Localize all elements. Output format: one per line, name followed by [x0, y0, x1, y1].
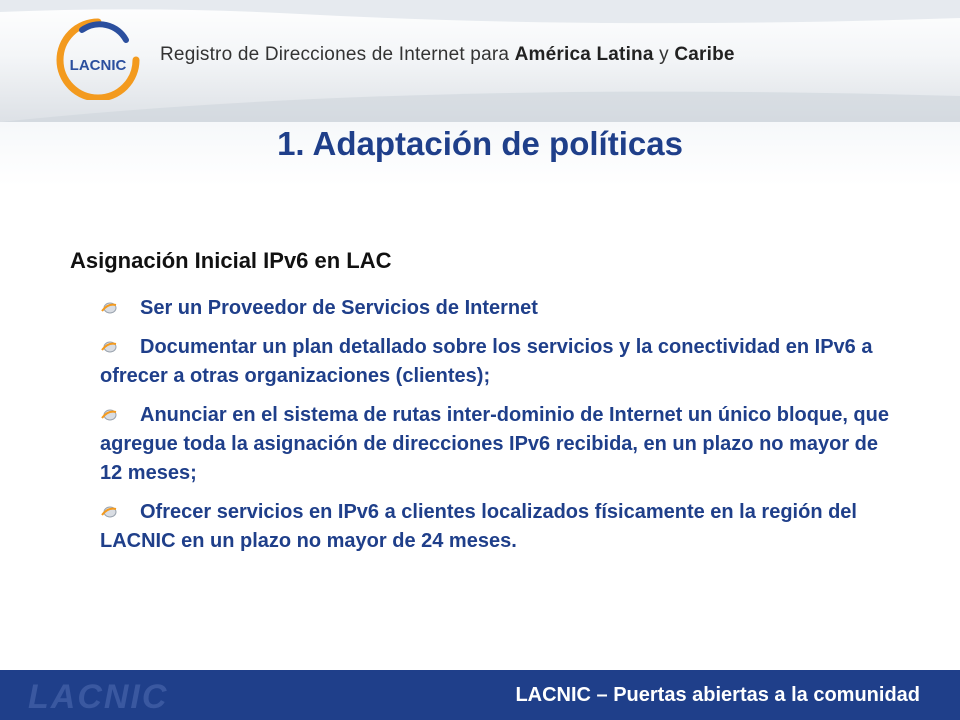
tagline-bold-region-1: América Latina — [514, 44, 654, 65]
tagline-regular: Registro de Direcciones de Internet para — [160, 44, 515, 65]
bullet-item — [100, 498, 900, 556]
lacnic-logo — [52, 14, 144, 100]
bullet-text: Documentar un plan detallado sobre los servicios y la conectividad en IPv6 a ofrecer a otras organizaciones (clientes); — [100, 336, 873, 387]
bullet-item — [100, 333, 900, 391]
bullet-list — [100, 294, 900, 566]
header-banner — [0, 0, 960, 122]
footer-slogan: LACNIC – Puertas abiertas a la comunidad — [515, 684, 920, 706]
bullet-item — [100, 294, 900, 323]
bullet-item — [100, 401, 900, 488]
bullet-text: Ofrecer servicios en IPv6 a clientes localizados físicamente en la región del LACNIC en un plazo no mayor de 24 meses. — [100, 501, 857, 552]
bullet-swoosh-icon — [100, 505, 118, 519]
bullet-swoosh-icon — [100, 340, 118, 354]
bullet-swoosh-icon — [100, 301, 118, 315]
tagline-conjunction: y — [653, 44, 675, 65]
slide-title: 1. Adaptación de políticas — [277, 125, 683, 162]
tagline-bold-region-2: Caribe — [674, 44, 735, 65]
bullet-text: Ser un Proveedor de Servicios de Internet — [140, 297, 538, 319]
footer-bar — [0, 670, 960, 720]
slide-subtitle: Asignación Inicial IPv6 en LAC — [70, 248, 392, 273]
logo-text: LACNIC — [69, 57, 127, 74]
footer-watermark-logo: LACNIC — [28, 678, 169, 716]
bullet-swoosh-icon — [100, 408, 118, 422]
bullet-text: Anunciar en el sistema de rutas inter-dominio de Internet un único bloque, que agregue toda la asignación de direcciones IPv6 recibida, en un plazo no mayor de 12 meses; — [100, 404, 889, 484]
header-tagline — [160, 44, 735, 66]
